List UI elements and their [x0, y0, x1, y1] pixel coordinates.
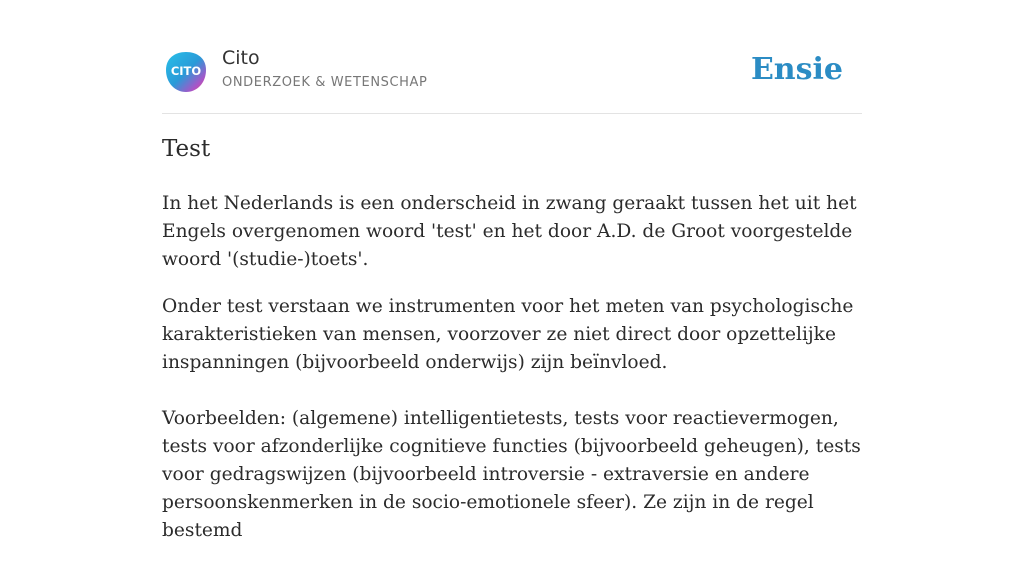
- cito-logo[interactable]: [164, 50, 208, 94]
- article-body: [162, 190, 864, 564]
- org-name[interactable]: Cito: [222, 47, 260, 69]
- article-paragraph: In het Nederlands is een onderscheid in zwang geraakt tussen het uit het Engels overgenomen woord 'test' en het door A.D. de Groot voorgestelde woord '(studie-)toets'.: [162, 193, 857, 270]
- logo-text: CITO: [170, 64, 202, 78]
- page-title: Test: [162, 136, 211, 162]
- org-subtitle: ONDERZOEK & WETENSCHAP: [222, 75, 428, 90]
- article-paragraph: Onder test verstaan we instrumenten voor het meten van psychologische karakteristieken van mensen, voorzover ze niet direct door opzettelijke inspanningen (bijvoorbeeld onderwijs) zijn beïnvloed. Voorbeelden: (algemene) intelligentietests, tests voor reactievermogen, tests voor afzonderlijke cognitieve functies (bijvoorbeeld geheugen), tests voor gedragswijzen (bijvoorbeeld introversie - extraversie en andere persoonskenmerken in de socio-emotionele sfeer). Ze zijn in de regel bestemd: [162, 296, 861, 541]
- page-header: [162, 44, 862, 114]
- ensie-brand-logo[interactable]: Ensie: [750, 52, 843, 87]
